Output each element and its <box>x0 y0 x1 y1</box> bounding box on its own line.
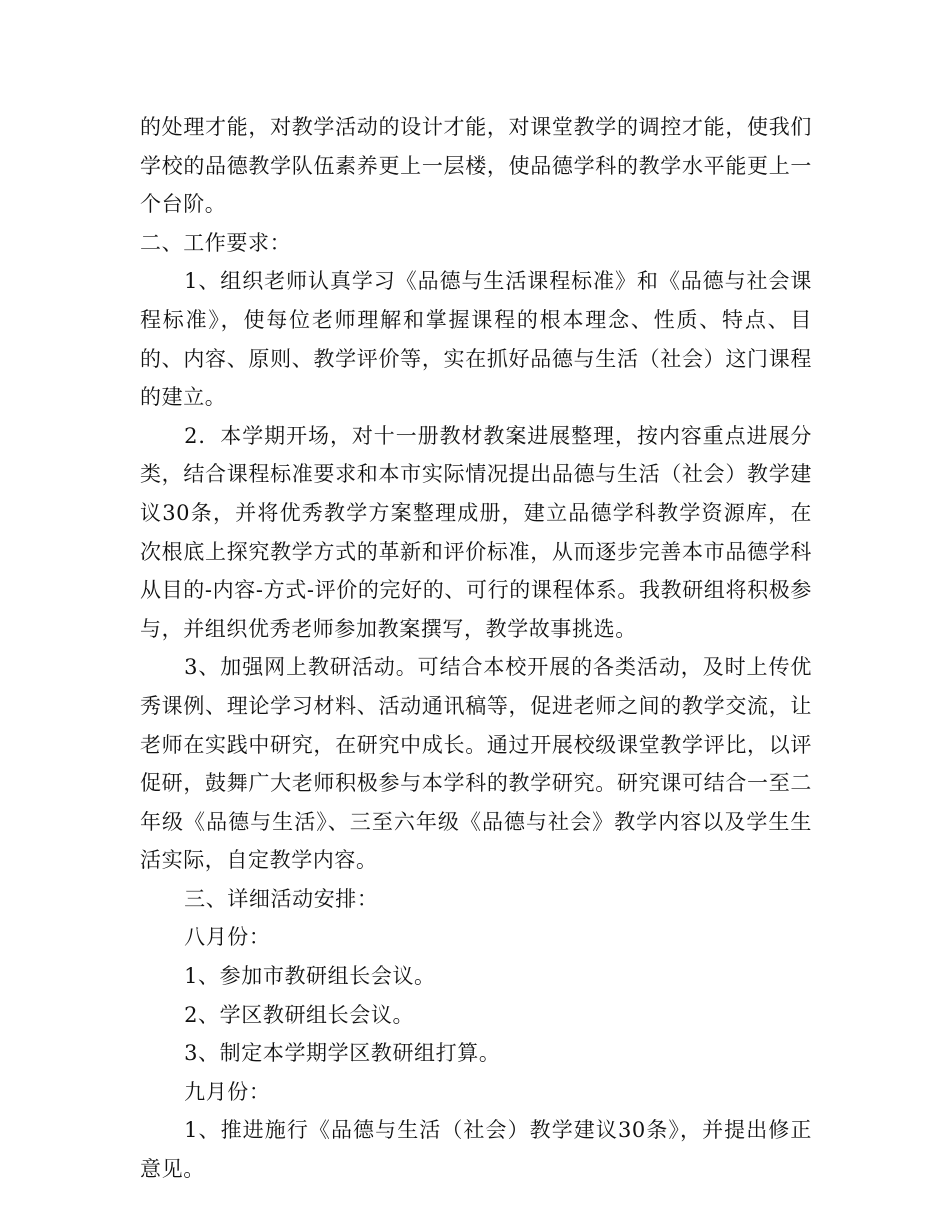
list-item-august-2: 2、学区教研组长会议。 <box>184 1002 415 1027</box>
list-item-august-1: 1、参加市教研组长会议。 <box>184 964 436 989</box>
document-body <box>140 108 812 1189</box>
month-heading-august: 八月份： <box>184 925 271 950</box>
section-heading-activity-schedule: 三、详细活动安排： <box>184 886 379 911</box>
list-item-september-1: 1、推进施行《品德与生活（社会）教学建议30条》，并提出修正意见。 <box>140 1118 812 1182</box>
paragraph-requirement-3: 3、加强网上教研活动。可结合本校开展的各类活动，及时上传优秀课例、理论学习材料、活动通讯稿等，促进老师之间的教学交流，让老师在实践中研究，在研究中成长。通过开展校级课堂教学评比，以评促研，鼓舞广大老师积极参与本学科的教学研究。研究课可结合一至二年级《品德与生活》、三至六年级《品德与社会》教学内容以及学生生活实际，自定教学内容。 <box>140 655 812 873</box>
paragraph-requirement-2: 2．本学期开场，对十一册教材教案进展整理，按内容重点进展分类，结合课程标准要求和本市实际情况提出品德与生活（社会）教学建议30条，并将优秀教学方案整理成册，建立品德学科教学资源库，在次根底上探究教学方式的革新和评价标准，从而逐步完善本市品德学科从目的-内容-方式-评价的完好的、可行的课程体系。我教研组将积极参与，并组织优秀老师参加教案撰写，教学故事挑选。 <box>140 423 812 641</box>
paragraph-requirement-1: 1、组织老师认真学习《品德与生活课程标准》和《品德与社会课程标准》，使每位老师理解和掌握课程的根本理念、性质、特点、目的、内容、原则、教学评价等，实在抓好品德与生活（社会）这门课程的建立。 <box>140 269 812 410</box>
section-heading-work-requirements: 二、工作要求： <box>140 230 292 255</box>
month-heading-september: 九月份： <box>184 1079 271 1104</box>
list-item-august-3: 3、制定本学期学区教研组打算。 <box>184 1041 501 1066</box>
paragraph-continuation: 的处理才能，对教学活动的设计才能，对课堂教学的调控才能，使我们学校的品德教学队伍素养更上一层楼，使品德学科的教学水平能更上一个台阶。 <box>140 115 812 217</box>
